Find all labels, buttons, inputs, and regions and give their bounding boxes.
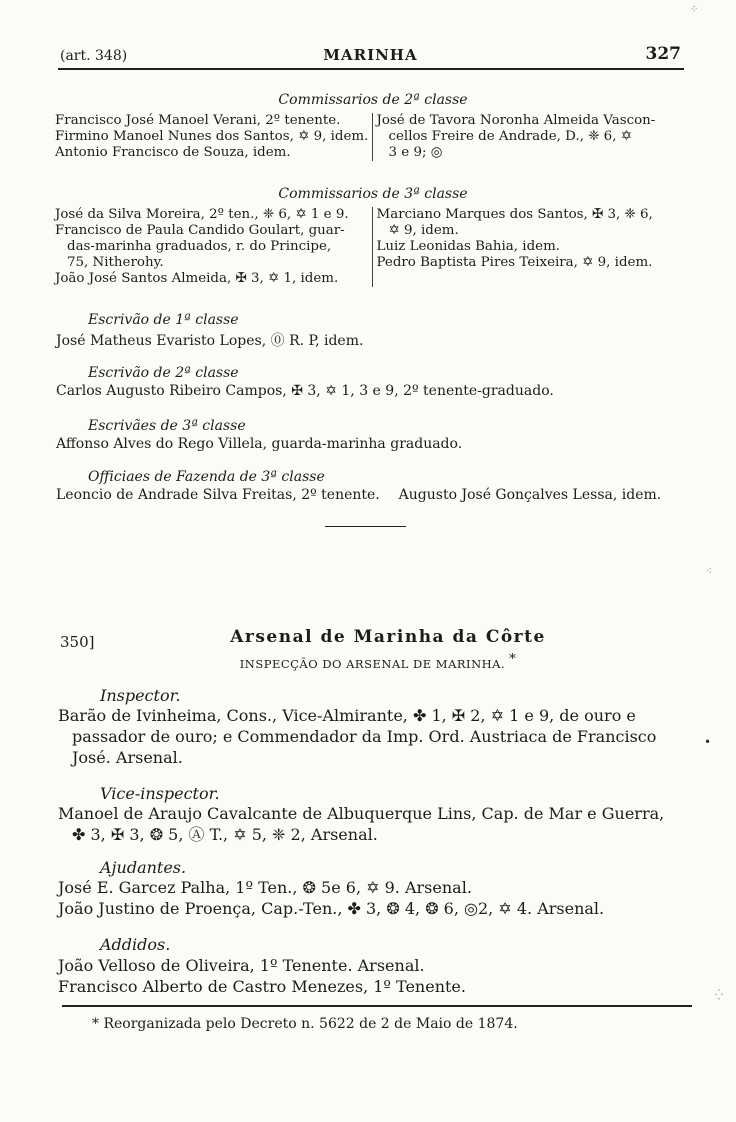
print-speck: • — [704, 735, 712, 749]
ajud-line: José E. Garcez Palha, 1º Ten., ❂ 5e 6, ✡ 9. Arsenal. — [58, 878, 472, 897]
escr2-heading: Escrivão de 2ª classe — [88, 365, 239, 381]
comm3-left-line: 75, Nitherohy. — [67, 255, 164, 270]
comm3-columns — [55, 207, 690, 287]
addid-line: Francisco Alberto de Castro Menezes, 1º Tenente. — [58, 977, 466, 996]
section-subtitle-text: INSPECÇÃO DO ARSENAL DE MARINHA. — [239, 656, 506, 671]
comm2-left-line: Firmino Manoel Nunes dos Santos, ✡ 9, idem. — [55, 129, 369, 144]
comm2-right-line: 3 e 9; ◎ — [388, 145, 443, 160]
comm3-left-line: Francisco de Paula Candido Goulart, guar- — [55, 223, 345, 238]
escr3-heading: Escrivães de 3ª classe — [88, 418, 246, 434]
comm2-right-column — [373, 113, 691, 161]
print-speck: ⁘ — [690, 4, 699, 15]
offic-line — [56, 487, 690, 503]
addid-line: João Velloso de Oliveira, 1º Tenente. Arsenal. — [58, 956, 425, 975]
inspector-line: José. Arsenal. — [72, 748, 183, 767]
comm2-columns — [55, 113, 690, 161]
comm3-left-line: José da Silva Moreira, 2º ten., ❈ 6, ✡ 1 e 9. — [55, 207, 349, 222]
header-article: (art. 348) — [60, 48, 128, 64]
comm3-right-line: Pedro Baptista Pires Teixeira, ✡ 9, idem. — [376, 255, 653, 270]
section-number: 350] — [60, 633, 95, 651]
section-divider — [325, 526, 406, 527]
vice-line: Manoel de Araujo Cavalcante de Albuquerque Lins, Cap. de Mar e Guerra, — [58, 804, 665, 823]
section-title: Arsenal de Marinha da Côrte — [230, 627, 546, 647]
vice-line: ✤ 3, ✠ 3, ❂ 5, Ⓐ T., ✡ 5, ❈ 2, Arsenal. — [72, 825, 378, 844]
escr3-line: Affonso Alves do Rego Villela, guarda-marinha graduado. — [56, 436, 463, 452]
offic-heading: Officiaes de Fazenda de 3ª classe — [88, 469, 325, 485]
header-rule — [58, 68, 684, 70]
comm3-right-column — [373, 207, 691, 287]
comm2-heading: Commissarios de 2ª classe — [278, 92, 468, 108]
inspector-line: passador de ouro; e Commendador da Imp. Ord. Austriaca de Francisco — [72, 727, 657, 746]
comm2-right-line: cellos Freire de Andrade, D., ❈ 6, ✡ — [388, 129, 632, 144]
comm3-right-line: Marciano Marques dos Santos, ✠ 3, ❈ 6, — [376, 207, 653, 222]
comm3-left-line: das-marinha graduados, r. do Principe, — [67, 239, 332, 254]
ajud-line: João Justino de Proença, Cap.-Ten., ✤ 3, ❂ 4, ❂ 6, ◎2, ✡ 4. Arsenal. — [58, 899, 605, 918]
section-subtitle — [130, 652, 626, 671]
comm2-left-line: Antonio Francisco de Souza, idem. — [55, 145, 291, 160]
page-number: 327 — [645, 44, 681, 64]
vice-entry — [58, 803, 692, 845]
footnote-rule — [62, 1005, 692, 1007]
inspector-line: Barão de Ivinheima, Cons., Vice-Almirante, ✤ 1, ✠ 2, ✡ 1 e 9, de ouro e — [58, 706, 636, 725]
escr1-line: José Matheus Evaristo Lopes, ⓪ R. P, idem. — [56, 333, 364, 349]
vice-heading: Vice-inspector. — [100, 784, 220, 803]
comm3-heading: Commissarios de 3ª classe — [278, 186, 468, 202]
comm2-left-column — [55, 113, 373, 161]
comm2-left-line: Francisco José Manoel Verani, 2º tenente. — [55, 113, 341, 128]
comm3-left-column — [55, 207, 373, 287]
comm3-right-line: ✡ 9, idem. — [388, 223, 459, 238]
print-speck: ⁛ — [715, 990, 723, 1001]
comm3-left-line: João José Santos Almeida, ✠ 3, ✡ 1, idem. — [55, 271, 339, 286]
comm3-right-line: Luiz Leonidas Bahia, idem. — [376, 239, 561, 254]
comm2-right-line: José de Tavora Noronha Almeida Vascon- — [376, 113, 656, 128]
footnote: * Reorganizada pelo Decreto n. 5622 de 2 de Maio de 1874. — [92, 1016, 518, 1032]
ajud-entry — [58, 877, 692, 919]
ajud-heading: Ajudantes. — [100, 858, 187, 877]
print-speck: ⁖ — [706, 566, 712, 577]
offic-right: Augusto José Gonçalves Lessa, idem. — [398, 487, 662, 503]
escr2-line: Carlos Augusto Ribeiro Campos, ✠ 3, ✡ 1, 3 e 9, 2º tenente-graduado. — [56, 383, 554, 399]
page-header — [60, 44, 681, 66]
footnote-marker: * — [509, 652, 517, 667]
escr1-heading: Escrivão de 1ª classe — [88, 312, 239, 328]
header-title: MARINHA — [323, 46, 418, 64]
addid-heading: Addidos. — [100, 935, 171, 954]
inspector-entry — [58, 705, 692, 768]
offic-left: Leoncio de Andrade Silva Freitas, 2º tenente. — [56, 487, 380, 503]
addid-entry — [58, 955, 692, 997]
inspector-heading: Inspector. — [100, 686, 181, 705]
